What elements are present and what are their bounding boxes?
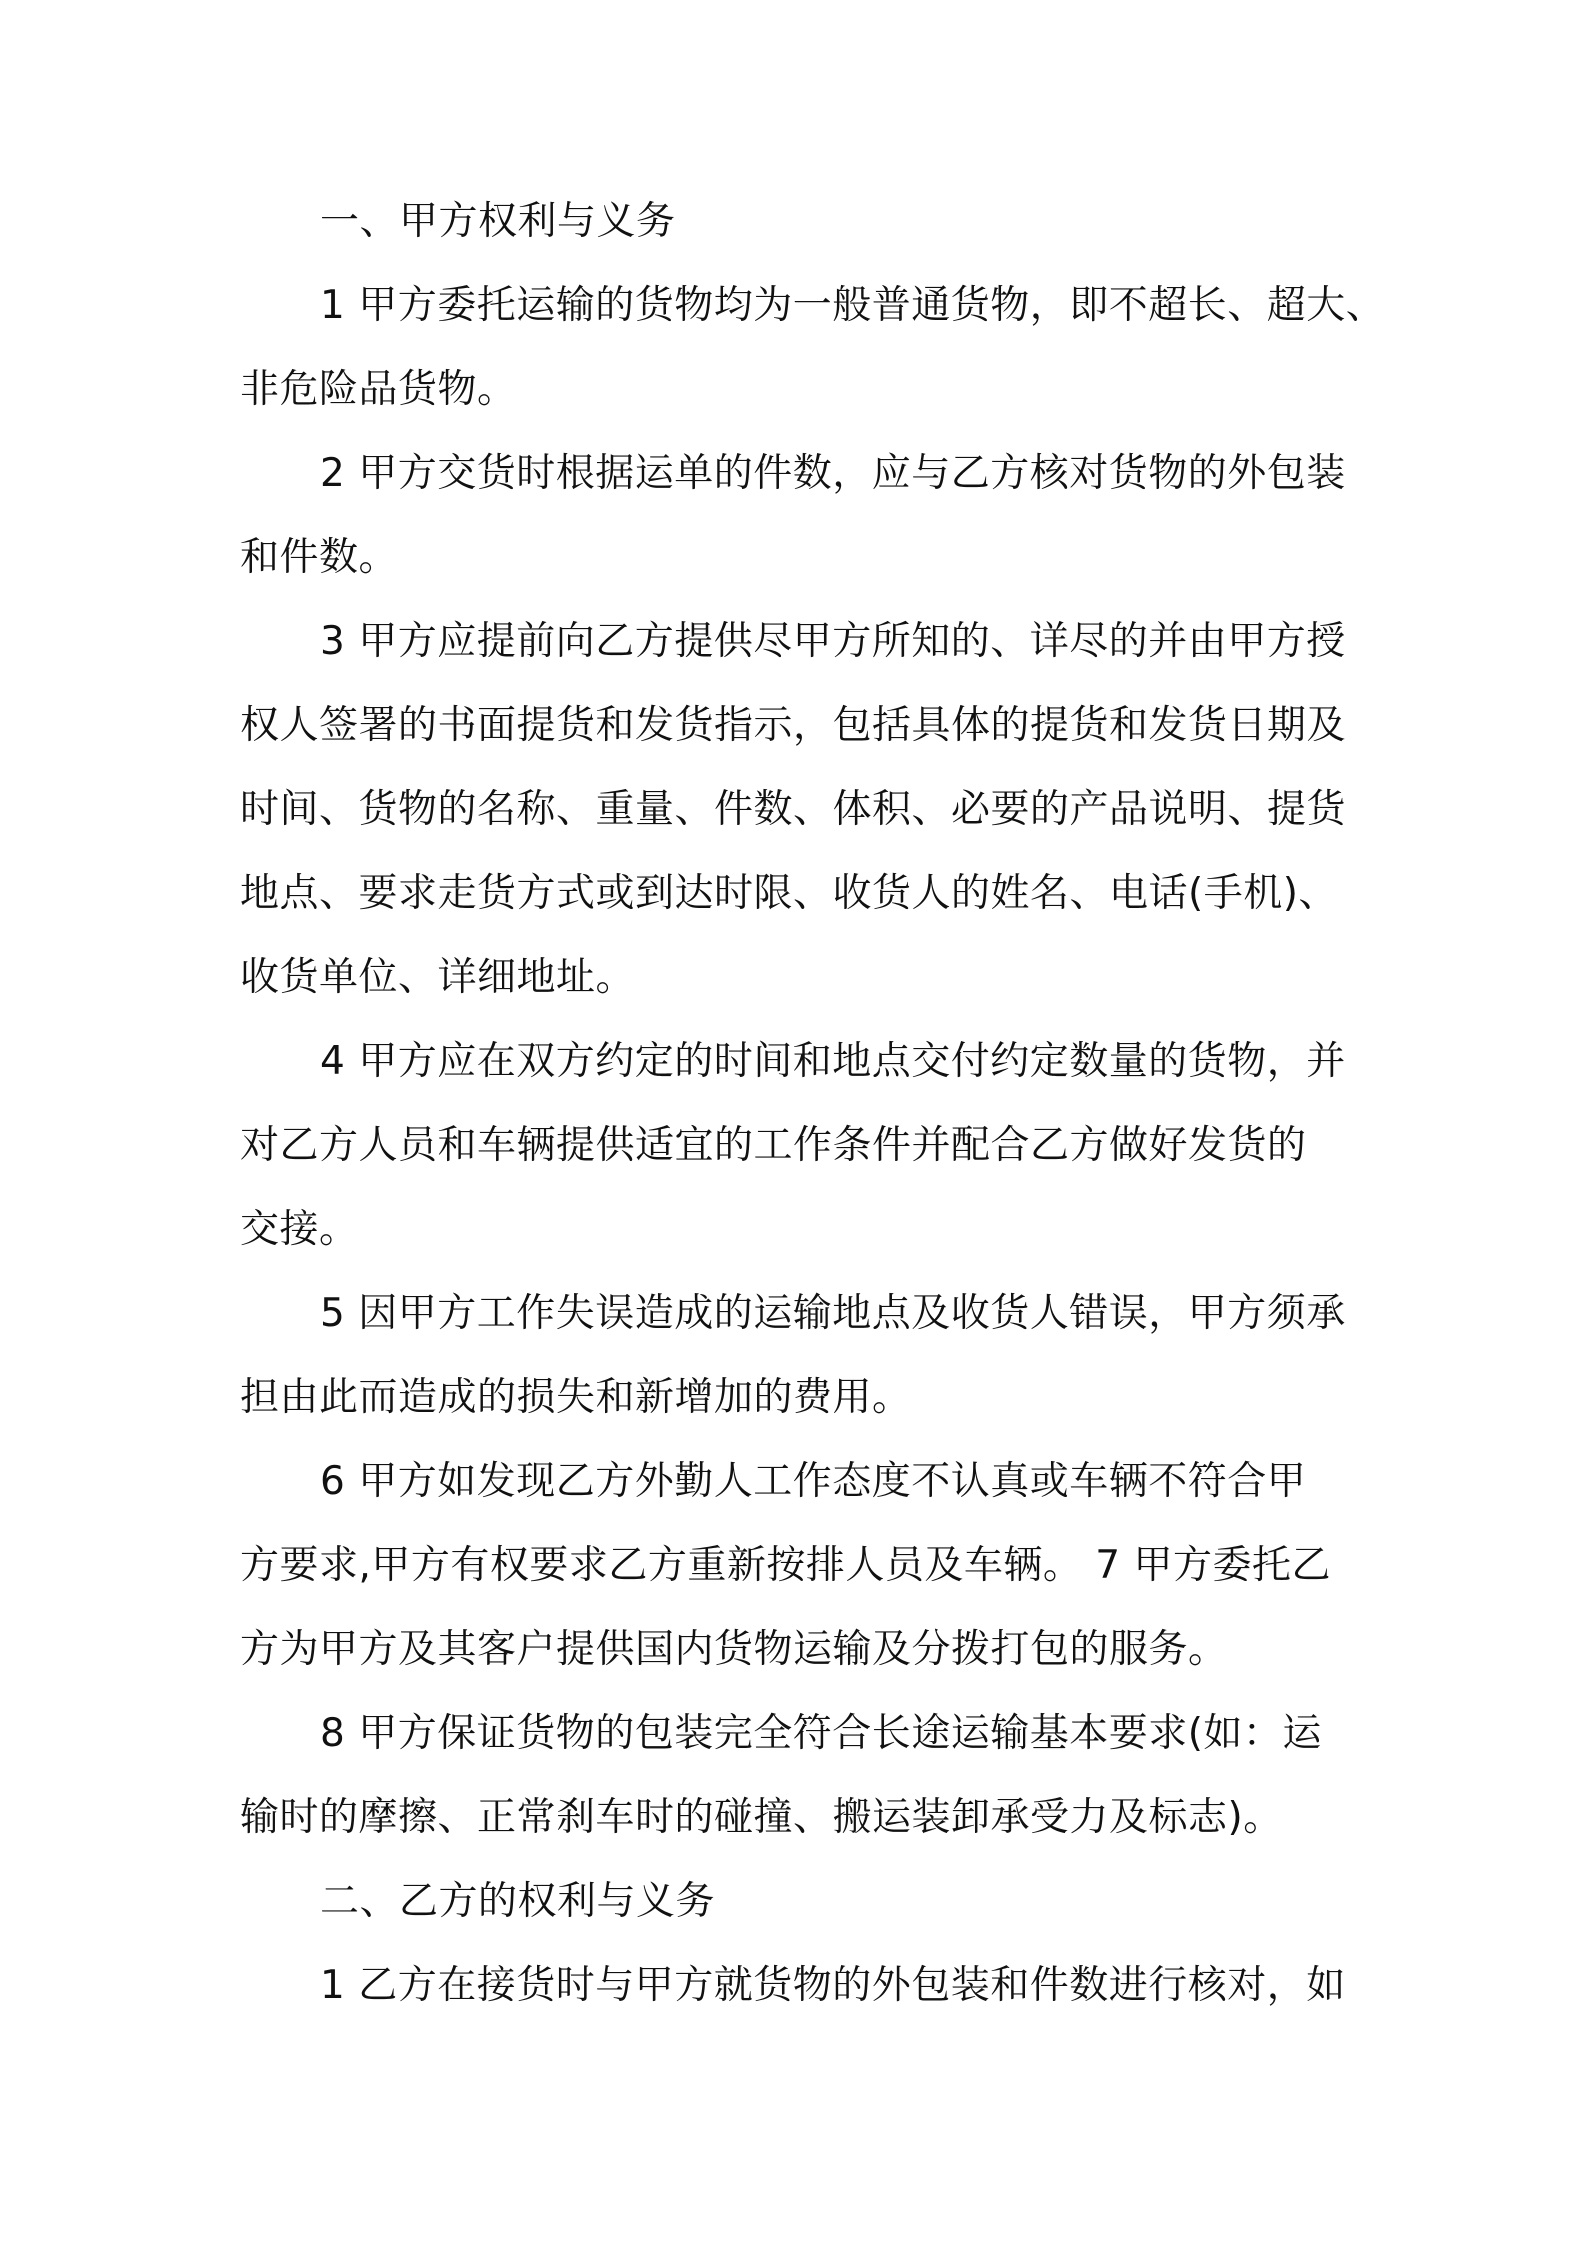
section-heading-party-b: 二、乙方的权利与义务 <box>320 1879 716 1924</box>
clause-b1-line-1: 1 乙方在接货时与甲方就货物的外包装和件数进行核对，如 <box>320 1963 1346 2008</box>
clause-5-line-2: 担由此而造成的损失和新增加的费用。 <box>240 1375 912 1420</box>
clause-3-line-4: 地点、要求走货方式或到达时限、收货人的姓名、电话(手机)、 <box>240 871 1338 916</box>
clause-7-line-2: 方为甲方及其客户提供国内货物运输及分拨打包的服务。 <box>240 1627 1228 1672</box>
clause-8-line-2: 输时的摩擦、正常刹车时的碰撞、搬运装卸承受力及标志)。 <box>240 1795 1283 1840</box>
clause-1-line-1: 1 甲方委托运输的货物均为一般普通货物，即不超长、超大、 <box>320 283 1386 328</box>
clause-3-line-2: 权人签署的书面提货和发货指示，包括具体的提货和发货日期及 <box>240 703 1347 748</box>
clause-1-line-2: 非危险品货物。 <box>240 367 517 412</box>
clause-5-line-1: 5 因甲方工作失误造成的运输地点及收货人错误，甲方须承 <box>320 1291 1346 1336</box>
clause-2-line-1: 2 甲方交货时根据运单的件数，应与乙方核对货物的外包装 <box>320 451 1346 496</box>
clause-4-line-3: 交接。 <box>240 1207 359 1252</box>
clause-2-line-2: 和件数。 <box>240 535 399 580</box>
clause-6-line-2: 方要求,甲方有权要求乙方重新按排人员及车辆。 7 甲方委托乙 <box>240 1543 1332 1588</box>
clause-3-line-5: 收货单位、详细地址。 <box>240 955 636 1000</box>
clause-6-line-1: 6 甲方如发现乙方外勤人工作态度不认真或车辆不符合甲 <box>320 1459 1307 1504</box>
clause-3-line-1: 3 甲方应提前向乙方提供尽甲方所知的、详尽的并由甲方授 <box>320 619 1346 664</box>
section-heading-party-a: 一、甲方权利与义务 <box>320 199 676 244</box>
clause-4-line-2: 对乙方人员和车辆提供适宜的工作条件并配合乙方做好发货的 <box>240 1123 1307 1168</box>
clause-4-line-1: 4 甲方应在双方约定的时间和地点交付约定数量的货物，并 <box>320 1039 1346 1084</box>
clause-8-line-1: 8 甲方保证货物的包装完全符合长途运输基本要求(如：运 <box>320 1711 1322 1756</box>
clause-3-line-3: 时间、货物的名称、重量、件数、体积、必要的产品说明、提货 <box>240 787 1347 832</box>
